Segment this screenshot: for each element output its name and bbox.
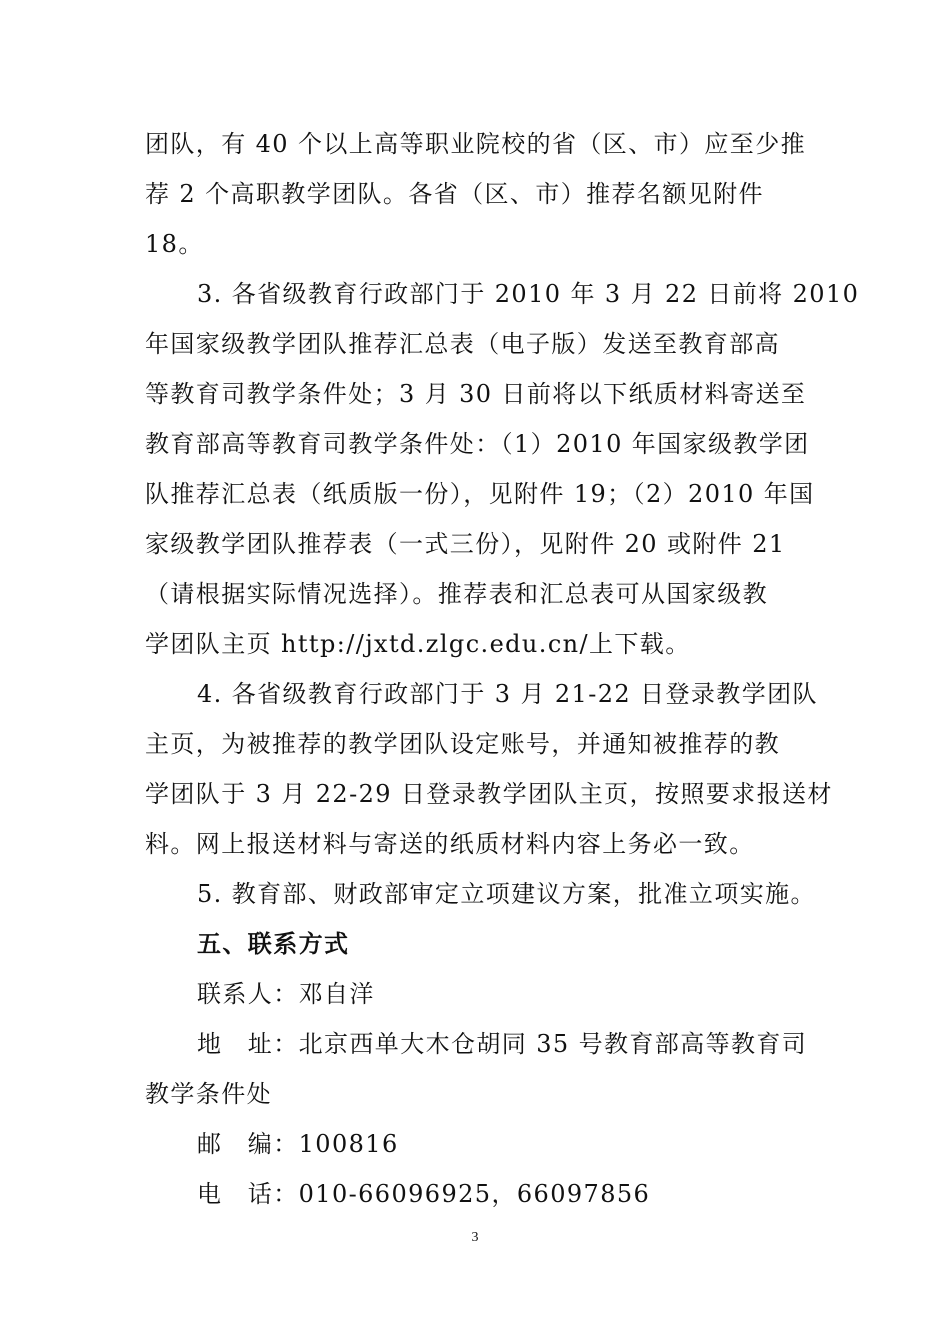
paragraph-line: 荐 2 个高职教学团队。各省（区、市）推荐名额见附件 — [145, 180, 764, 208]
contact-address: 地 址：北京西单大木仓胡同 35 号教育部高等教育司 — [197, 1030, 808, 1058]
paragraph-line: 料。网上报送材料与寄送的纸质材料内容上务必一致。 — [145, 830, 755, 858]
paragraph-line: 5. 教育部、财政部审定立项建议方案，批准立项实施。 — [197, 880, 816, 908]
paragraph-line: 3. 各省级教育行政部门于 2010 年 3 月 22 日前将 2010 — [197, 280, 860, 308]
paragraph-line: 团队，有 40 个以上高等职业院校的省（区、市）应至少推 — [145, 130, 806, 158]
paragraph-line: 队推荐汇总表（纸质版一份），见附件 19；（2）2010 年国 — [145, 480, 815, 508]
contact-postcode: 邮 编：100816 — [197, 1130, 399, 1158]
paragraph-line: 主页，为被推荐的教学团队设定账号，并通知被推荐的教 — [145, 730, 780, 758]
paragraph-line: 家级教学团队推荐表（一式三份），见附件 20 或附件 21 — [145, 530, 786, 558]
paragraph-line: 年国家级教学团队推荐汇总表（电子版）发送至教育部高 — [145, 330, 780, 358]
section-heading: 五、联系方式 — [197, 929, 350, 958]
contact-address-continued: 教学条件处 — [145, 1080, 272, 1108]
paragraph-line: （请根据实际情况选择）。推荐表和汇总表可从国家级教 — [145, 580, 768, 608]
contact-person: 联系人：邓自洋 — [197, 980, 375, 1008]
paragraph-line: 教育部高等教育司教学条件处：（1）2010 年国家级教学团 — [145, 430, 810, 458]
contact-phone: 电 话：010-66096925，66097856 — [197, 1180, 651, 1208]
paragraph-line: 4. 各省级教育行政部门于 3 月 21-22 日登录教学团队 — [197, 680, 818, 708]
paragraph-line: 等教育司教学条件处；3 月 30 日前将以下纸质材料寄送至 — [145, 380, 807, 408]
paragraph-line: 18。 — [145, 230, 204, 258]
page-number: 3 — [471, 1230, 479, 1245]
paragraph-line: 学团队于 3 月 22-29 日登录教学团队主页，按照要求报送材 — [145, 780, 833, 808]
paragraph-line: 学团队主页 http://jxtd.zlgc.edu.cn/上下载。 — [145, 630, 691, 658]
